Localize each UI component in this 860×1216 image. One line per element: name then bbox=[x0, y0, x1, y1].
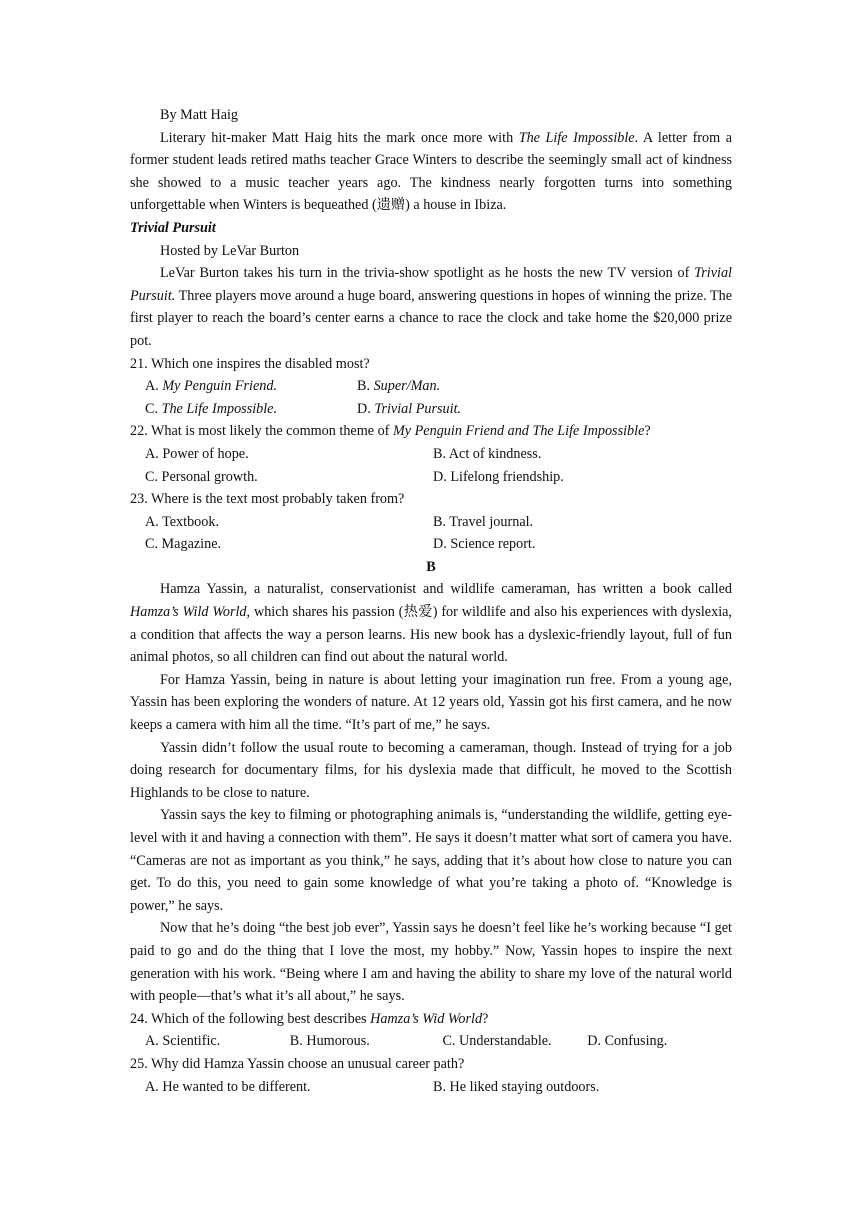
option-24-d: D. Confusing. bbox=[587, 1033, 668, 1050]
life-impossible-paragraph bbox=[130, 127, 732, 217]
option-letter: A. bbox=[145, 378, 163, 395]
option-22-d: D. Lifelong friendship. bbox=[433, 468, 564, 485]
option-22-a: A. Power of hope. bbox=[145, 445, 249, 462]
option-21-a bbox=[145, 375, 357, 398]
option-25-a: A. He wanted to be different. bbox=[145, 1078, 311, 1095]
option-24-b: B. Humorous. bbox=[289, 1033, 370, 1050]
option-letter: B. bbox=[357, 378, 374, 395]
question-23-options-row-1 bbox=[130, 511, 732, 534]
section-b-paragraph-5: Now that he’s doing “the best job ever”, Yassin says he doesn’t feel like he’s working because “I get paid to go and do the thing that I love the most, my hobby.” Now, Yassin hopes to inspire the next generation with his work. “Being where I am and having the ability to share my love of the natural world with people—that’s what it’s all about,” he says. bbox=[130, 920, 732, 1005]
option-text: My Penguin Friend. bbox=[162, 378, 277, 395]
option-23-b: B. Travel journal. bbox=[433, 513, 534, 530]
section-b-paragraph-2: For Hamza Yassin, being in nature is about letting your imagination run free. From a young age, Yassin has been exploring the wonders of nature. At 12 years old, Yassin got his first camera, and he now keeps a camera with him all the time. “It’s part of me,” he says. bbox=[130, 671, 732, 734]
host-line: Hosted by LeVar Burton bbox=[160, 242, 300, 259]
question-24-stem bbox=[130, 1008, 732, 1031]
text-run: Three players move around a huge board, answering questions in hopes of winning the prize. The first player to reach the board’s center earns a chance to race the clock and take home the $20,000 prize pot. bbox=[130, 287, 732, 349]
option-25-b: B. He liked staying outdoors. bbox=[433, 1078, 600, 1095]
option-23-c: C. Magazine. bbox=[145, 536, 222, 553]
text-run: Literary hit-maker Matt Haig hits the mark once more with bbox=[160, 129, 519, 146]
option-22-c: C. Personal growth. bbox=[145, 468, 258, 485]
text-run: . A letter from a former student leads retired maths teacher Grace Winters to describe the seemingly small act of kindness she showed to a music teacher years ago. The kindness nearly forgotten turns into something unforgettable when Winters is bequeathed (遗赠) a house in Ibiza. bbox=[130, 129, 732, 214]
option-24-a: A. Scientific. bbox=[145, 1033, 221, 1050]
byline: By Matt Haig bbox=[160, 107, 239, 123]
text-run: , which shares his passion (热爱) for wildlife and also his experiences with dyslexia, a condition that affects the way a person learns. His new book has a dyslexic-friendly layout, full of fun animal photos, so all children can find out about the natural world. bbox=[130, 604, 732, 666]
option-24-c: C. Understandable. bbox=[442, 1033, 552, 1050]
document-page bbox=[130, 104, 732, 1098]
book-title: Hamza’s Wid World bbox=[370, 1010, 483, 1027]
question-23-options-row-2 bbox=[130, 533, 732, 556]
question-24-options bbox=[130, 1030, 732, 1053]
text-run: ? bbox=[482, 1010, 489, 1027]
question-21-stem: 21. Which one inspires the disabled most? bbox=[130, 355, 370, 372]
option-23-d: D. Science report. bbox=[433, 536, 536, 553]
trivial-pursuit-paragraph bbox=[130, 262, 732, 352]
section-b-heading: B bbox=[426, 558, 436, 575]
option-text: Super/Man. bbox=[373, 378, 441, 395]
section-heading-trivial-pursuit: Trivial Pursuit bbox=[130, 219, 216, 236]
text-run: Hamza Yassin, a naturalist, conservationist and wildlife cameraman, has written a book called bbox=[160, 581, 732, 598]
text-run: ? bbox=[644, 423, 651, 440]
question-21-options-row-2 bbox=[130, 398, 732, 421]
option-letter: C. bbox=[145, 400, 162, 417]
question-25-stem: 25. Why did Hamza Yassin choose an unusual career path? bbox=[130, 1055, 465, 1072]
option-23-a: A. Textbook. bbox=[145, 513, 220, 530]
text-run: 22. What is most likely the common theme of bbox=[130, 423, 393, 440]
question-22-options-row-2 bbox=[130, 466, 732, 489]
question-23-stem: 23. Where is the text most probably taken from? bbox=[130, 491, 405, 508]
book-titles: My Penguin Friend and The Life Impossible bbox=[392, 423, 645, 440]
book-title: The Life Impossible bbox=[518, 129, 635, 146]
option-21-b bbox=[357, 375, 440, 398]
question-25-options-row-1 bbox=[130, 1076, 732, 1099]
option-text: The Life Impossible. bbox=[161, 400, 278, 417]
show-title: Trivial Pursuit. bbox=[130, 265, 732, 304]
text-run: 24. Which of the following best describes bbox=[130, 1010, 371, 1027]
question-22-options-row-1 bbox=[130, 443, 732, 466]
option-text: Trivial Pursuit. bbox=[374, 400, 462, 417]
section-b-paragraph-4: Yassin says the key to filming or photographing animals is, “understanding the wildlife, getting eye-level with it and having a connection with them”. He says it doesn’t matter what sort of camera you have. “Cameras are not as important as you think,” he says, adding that it’s about how close to nature you can get. To do this, you need to gain some knowledge of what you’re taking a photo of. “Knowledge is power,” he says. bbox=[130, 807, 732, 914]
question-22-stem bbox=[130, 420, 732, 443]
option-21-c bbox=[145, 398, 357, 421]
option-21-d bbox=[357, 398, 461, 421]
text-run: LeVar Burton takes his turn in the trivia-show spotlight as he hosts the new TV version of bbox=[160, 265, 695, 282]
question-21-options-row-1 bbox=[130, 375, 732, 398]
section-b-paragraph-1 bbox=[130, 578, 732, 668]
book-title: Hamza’s Wild World bbox=[130, 604, 247, 621]
option-22-b: B. Act of kindness. bbox=[433, 445, 542, 462]
option-letter: D. bbox=[357, 400, 375, 417]
section-b-paragraph-3: Yassin didn’t follow the usual route to becoming a cameraman, though. Instead of trying for a job doing research for documentary films, for his dyslexia made that difficult, he moved to the Scottish Highlands to be close to nature. bbox=[130, 739, 732, 801]
